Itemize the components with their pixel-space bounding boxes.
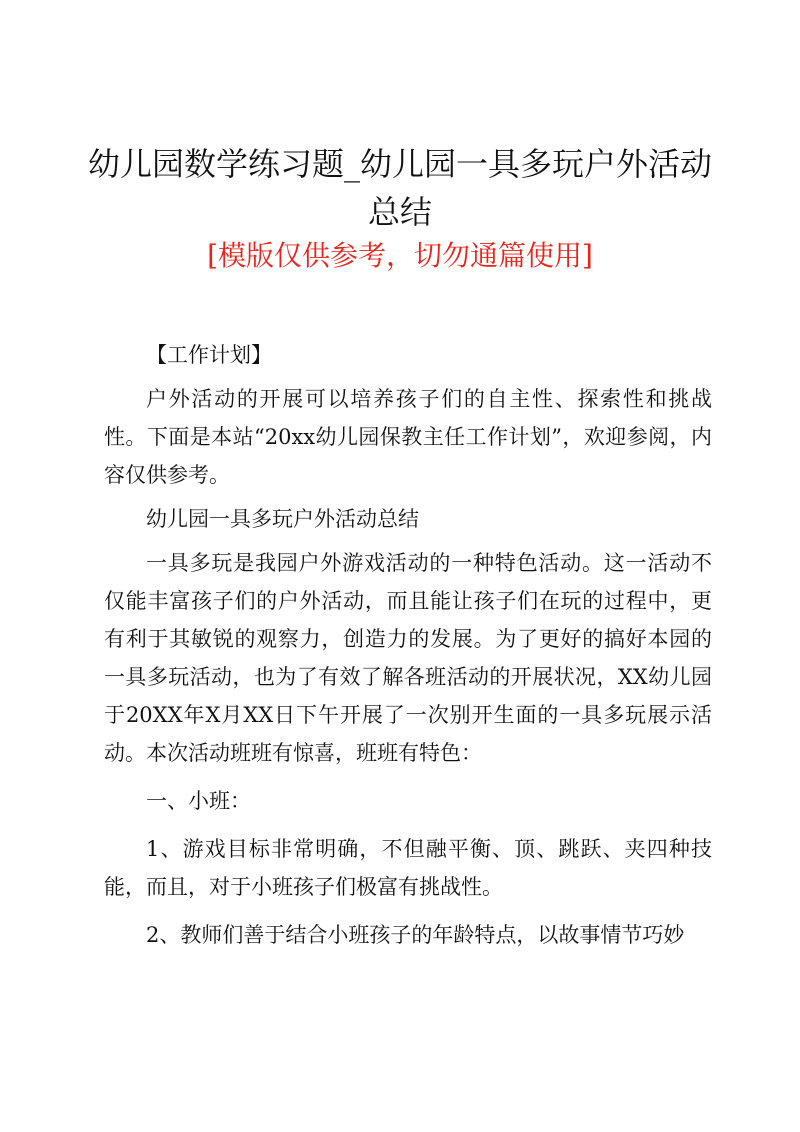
title-line-1: 幼儿园数学练习题_幼儿园一具多玩户外活动 — [87, 145, 712, 183]
list-item: 1、游戏目标非常明确，不但融平衡、顶、跳跃、夹四种技能，而且，对于小班孩子们极富有挑战性。 — [104, 837, 712, 899]
list-item: 2、教师们善于结合小班孩子的年龄特点，以故事情节巧妙 — [146, 923, 685, 947]
document-body — [104, 336, 712, 954]
intro-paragraph: 户外活动的开展可以培养孩子们的自主性、探索性和挑战性。下面是本站“20xx幼儿园保教主任工作计划”，欢迎参阅，内容仅供参考。 — [104, 387, 712, 487]
template-notice: [模版仅供参考，切勿通篇使用] — [207, 239, 593, 272]
title-line-2: 总结 — [367, 193, 432, 231]
subsection-heading: 一、小班： — [146, 789, 251, 813]
summary-heading: 幼儿园一具多玩户外活动总结 — [146, 507, 419, 531]
section-heading: 【工作计划】 — [146, 343, 272, 367]
document-title — [60, 140, 740, 236]
body-paragraph: 一具多玩是我园户外游戏活动的一种特色活动。这一活动不仅能丰富孩子们的户外活动，而且能让孩子们在玩的过程中，更有利于其敏锐的观察力，创造力的发展。为了更好的搞好本园的一具多玩活动，也为了有效了解各班活动的开展状况，XX幼儿园于20XX年X月XX日下午开展了一次别开生面的一具多玩展示活动。本次活动班班有惊喜，班班有特色： — [104, 551, 712, 765]
